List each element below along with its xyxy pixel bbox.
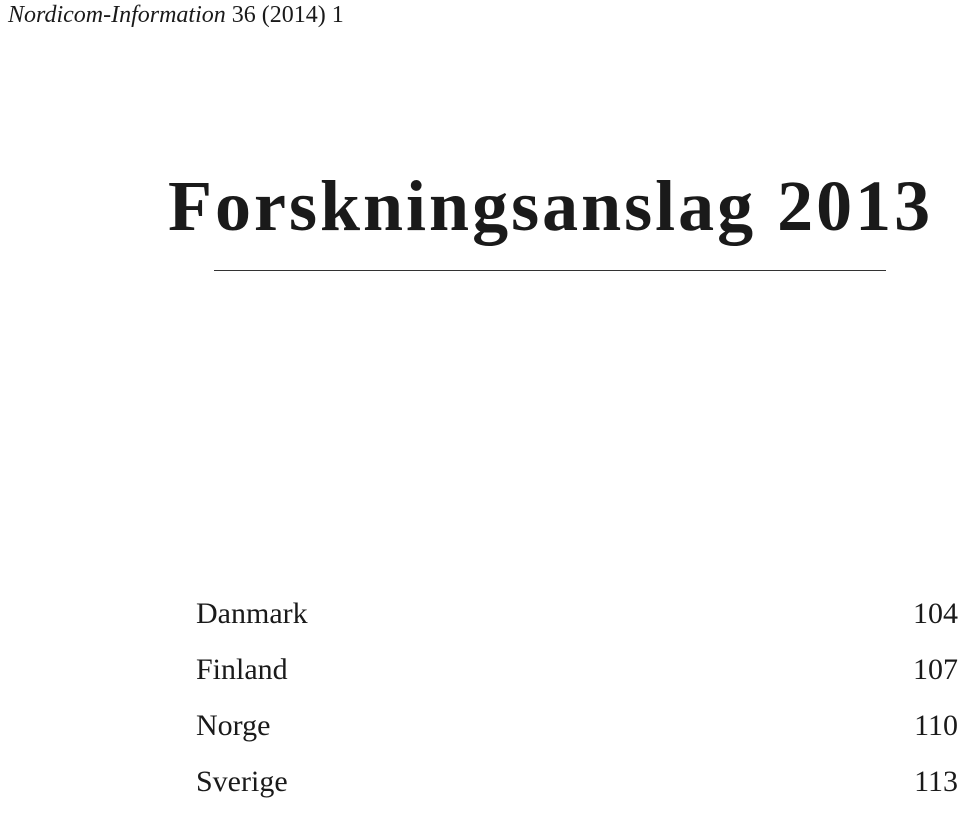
table-of-contents [196,594,958,818]
toc-entry-page: 107 [913,653,958,686]
page-title: Forskningsanslag 2013 [168,166,934,246]
journal-name: Nordicom-Information [8,2,226,28]
journal-issue: 36 (2014) 1 [225,2,344,28]
toc-entry-finland[interactable] [196,650,958,706]
toc-entry-label: Finland [196,653,288,686]
toc-entry-danmark[interactable] [196,594,958,650]
toc-entry-norge[interactable] [196,706,958,762]
toc-entry-label: Danmark [196,597,308,630]
toc-entry-label: Norge [196,709,271,742]
toc-entry-page: 110 [914,709,958,742]
toc-entry-page: 104 [913,597,958,630]
toc-entry-sverige[interactable] [196,762,958,818]
toc-entry-page: 113 [914,765,958,798]
title-divider [214,270,886,271]
toc-entry-label: Sverige [196,765,288,798]
running-header [8,0,344,30]
